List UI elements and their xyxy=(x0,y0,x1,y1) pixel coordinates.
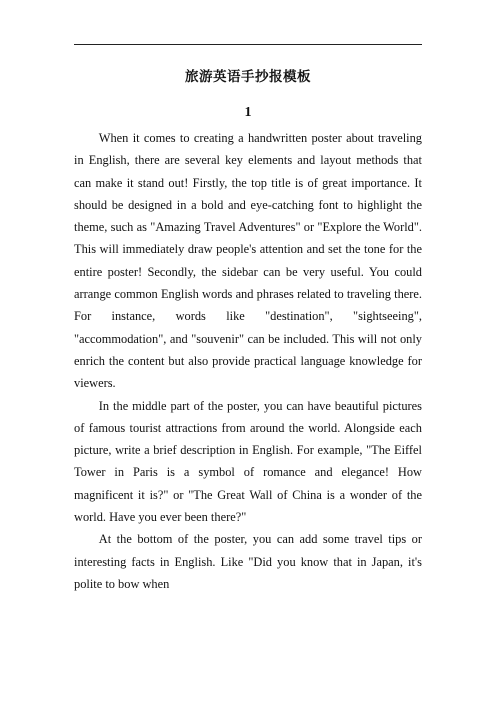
document-title: 旅游英语手抄报模板 xyxy=(185,69,311,84)
document-body xyxy=(74,127,422,595)
paragraph-2: In the middle part of the poster, you can have beautiful pictures of famous tourist attractions from around the world. Alongside each picture, write a brief description in English. For example, "The Eiffel Tower in Paris is a symbol of romance and elegance! How magnificent it is?" or "The Great Wall of China is a wonder of the world. Have you ever been there?" xyxy=(74,398,422,525)
header-rule xyxy=(74,44,422,45)
section-number: 1 xyxy=(244,105,252,120)
document-page xyxy=(74,0,422,702)
paragraph-3: At the bottom of the poster, you can add some travel tips or interesting facts in English. Like "Did you know that in Japan, it's polite to bow when xyxy=(74,532,422,591)
paragraph-1: When it comes to creating a handwritten poster about traveling in English, there are several key elements and layout methods that can make it stand out! Firstly, the top title is of great importance. It should be designed in a bold and eye-catching font to highlight the theme, such as "Amazing Travel Adventures" or "Explore the World". This will immediately draw people's attention and set the tone for the entire poster! Secondly, the sidebar can be very useful. You could arrange common English words and phrases related to traveling there. For instance, words like "destination", "sightseeing", "accommodation", and "souvenir" can be included. This will not only enrich the content but also provide practical language knowledge for viewers. xyxy=(74,131,422,391)
